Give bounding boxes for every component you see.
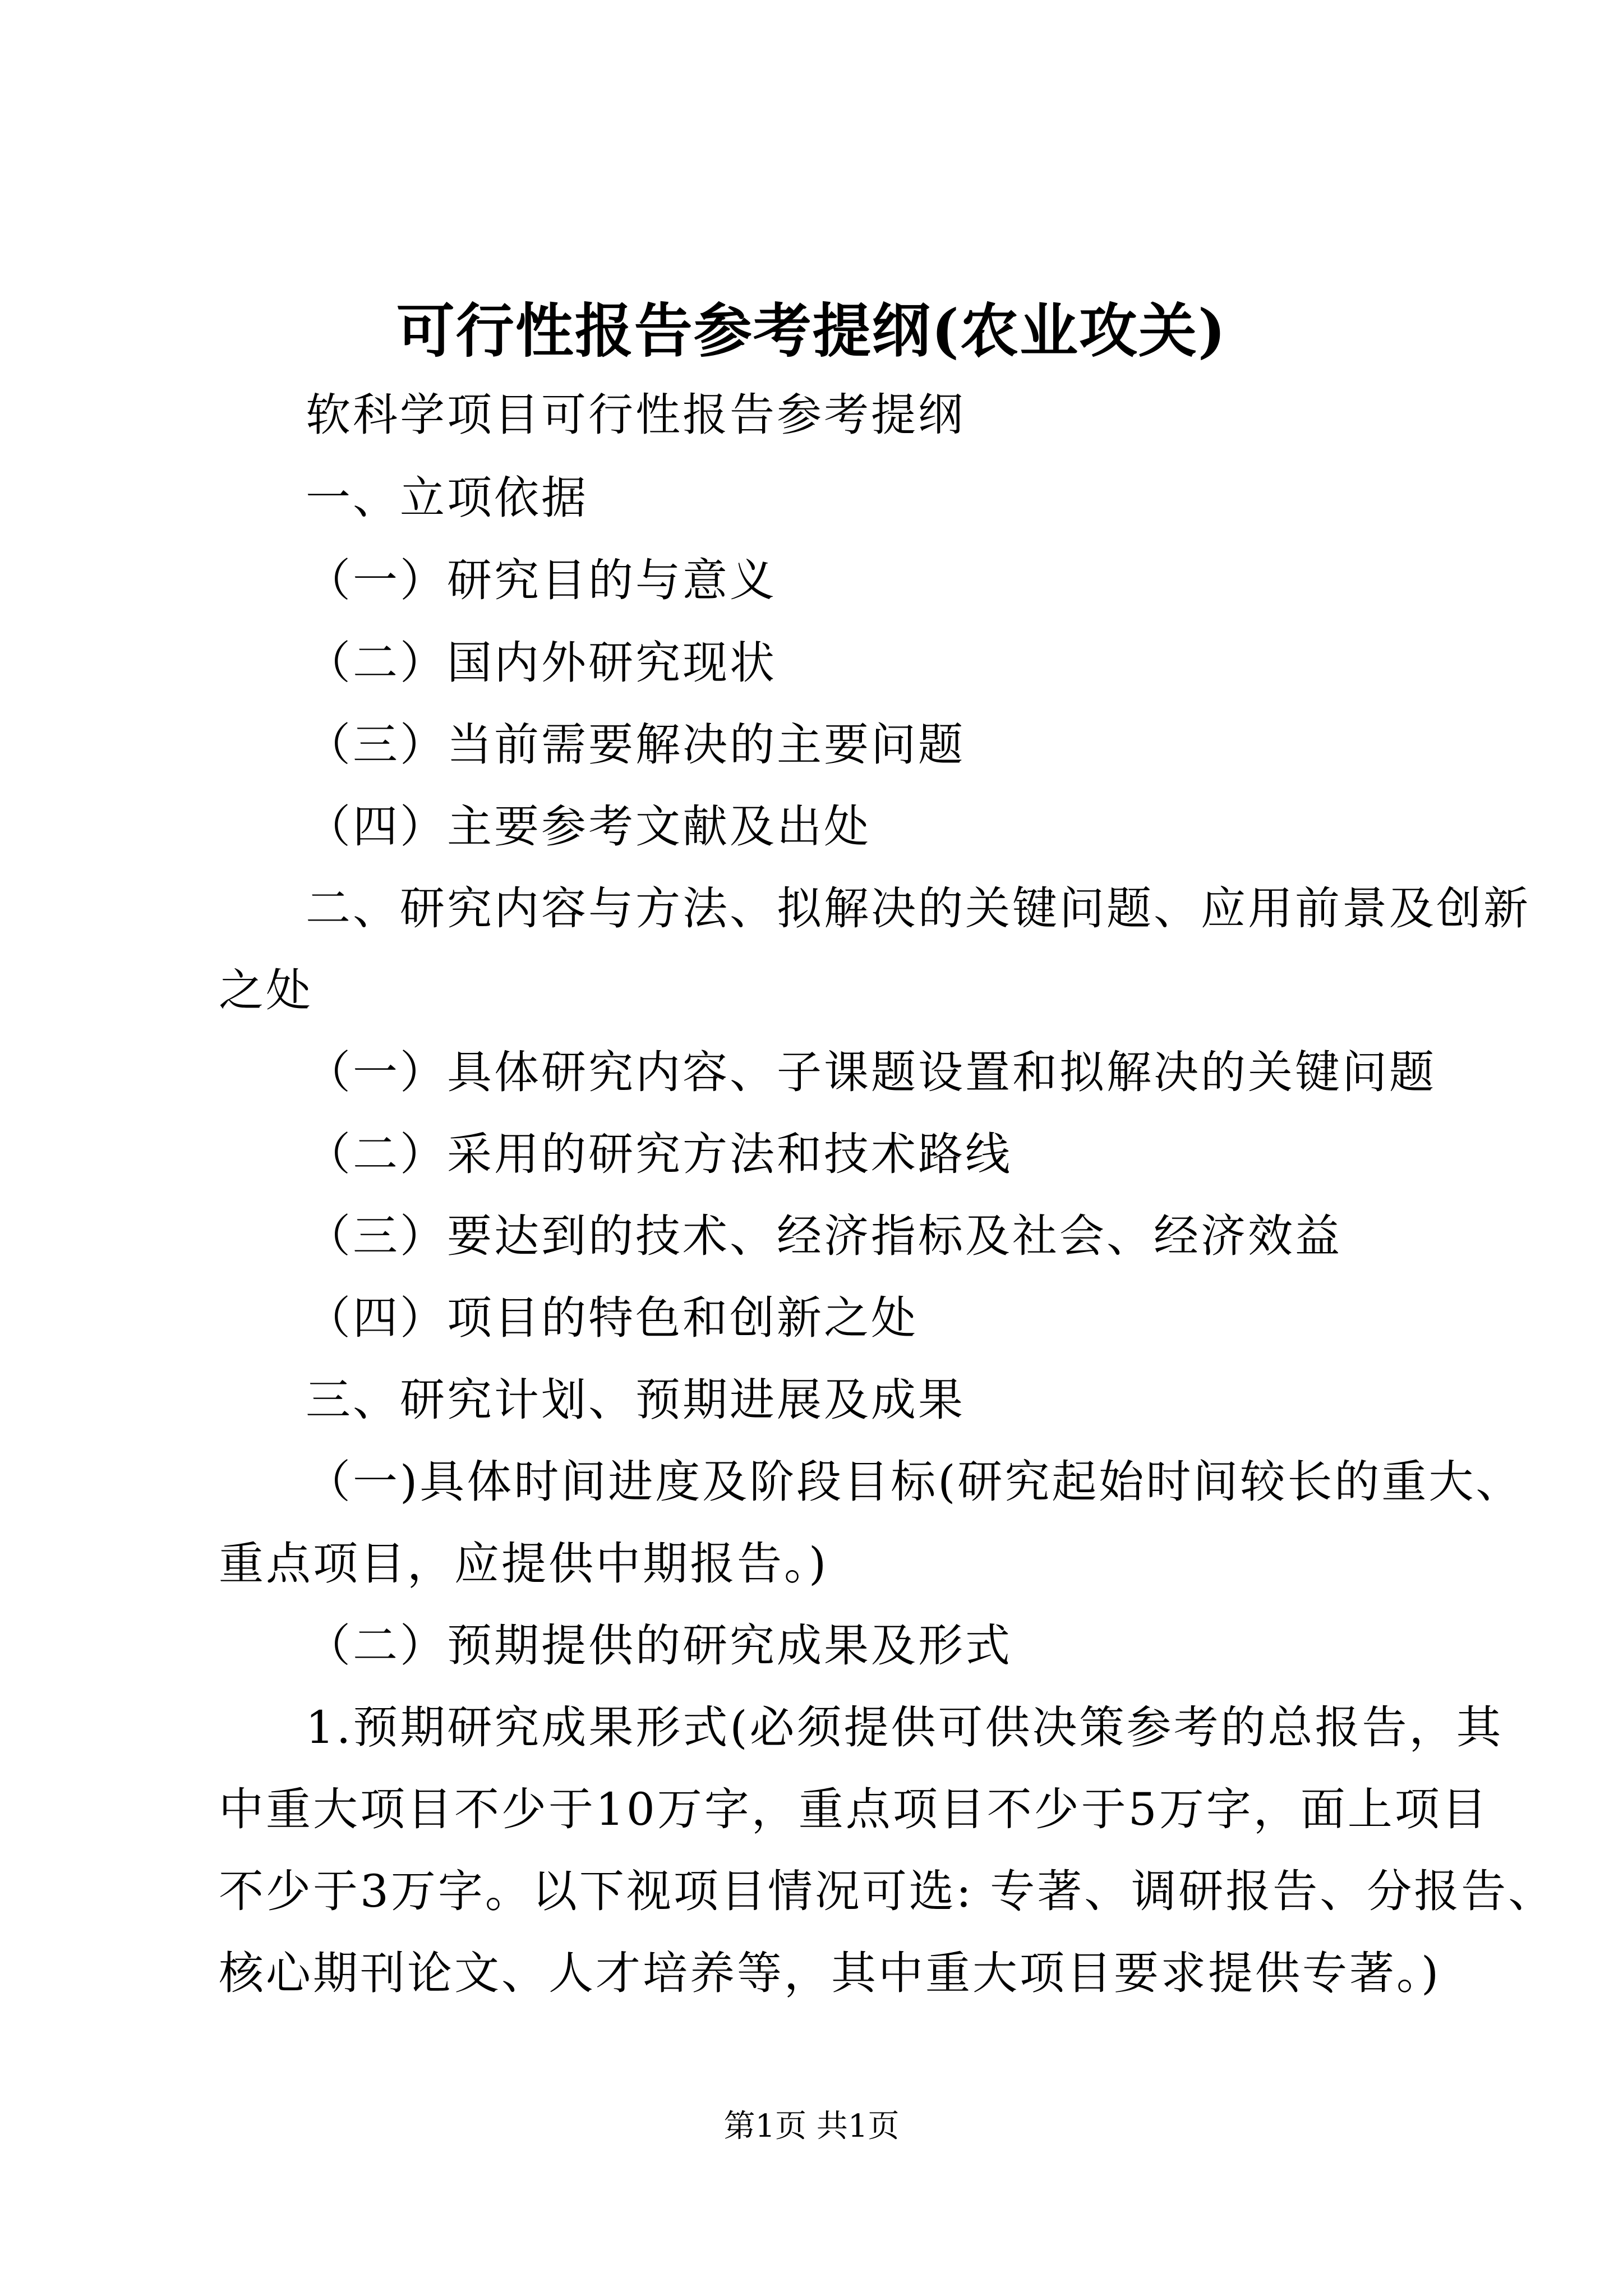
paragraph-line: （二）采用的研究方法和技术路线 [306,1128,1012,1180]
paragraph-line: 二、研究内容与方法、拟解决的关键问题、应用前景及创新 [306,882,1530,935]
paragraph-line: （一)具体时间进度及阶段目标(研究起始时间较长的重大、 [306,1456,1523,1508]
document-title: 可行性报告参考提纲(农业攻关) [396,296,1227,365]
paragraph-line: （一）研究目的与意义 [306,554,777,606]
paragraph-line: 之处 [219,964,313,1016]
paragraph-line: （二）预期提供的研究成果及形式 [306,1619,1012,1672]
paragraph-line: （三）当前需要解决的主要问题 [306,719,965,771]
paragraph-line: 三、研究计划、预期进展及成果 [306,1374,965,1426]
paragraph-line: 软科学项目可行性报告参考提纲 [306,389,965,441]
page-footer: 第1页 共1页 [723,2108,900,2145]
paragraph-line: 不少于3万字。以下视项目情况可选: 专著、调研报告、分报告、 [219,1865,1556,1917]
paragraph-line: （二）国内外研究现状 [306,637,777,689]
paragraph-line: 中重大项目不少于10万字，重点项目不少于5万字，面上项目 [219,1783,1489,1835]
paragraph-line: （四）主要参考文献及出处 [306,800,871,853]
paragraph-line: （四）项目的特色和创新之处 [306,1292,918,1344]
paragraph-line: 一、立项依据 [306,472,588,524]
paragraph-line: 核心期刊论文、人才培养等，其中重大项目要求提供专著。) [219,1947,1441,1999]
paragraph-line: （一）具体研究内容、子课题设置和拟解决的关键问题 [306,1046,1436,1098]
paragraph-line: 1.预期研究成果形式(必须提供可供决策参考的总报告，其 [306,1701,1504,1754]
paragraph-line: （三）要达到的技术、经济指标及社会、经济效益 [306,1210,1342,1262]
paragraph-line: 重点项目，应提供中期报告。) [219,1538,829,1590]
